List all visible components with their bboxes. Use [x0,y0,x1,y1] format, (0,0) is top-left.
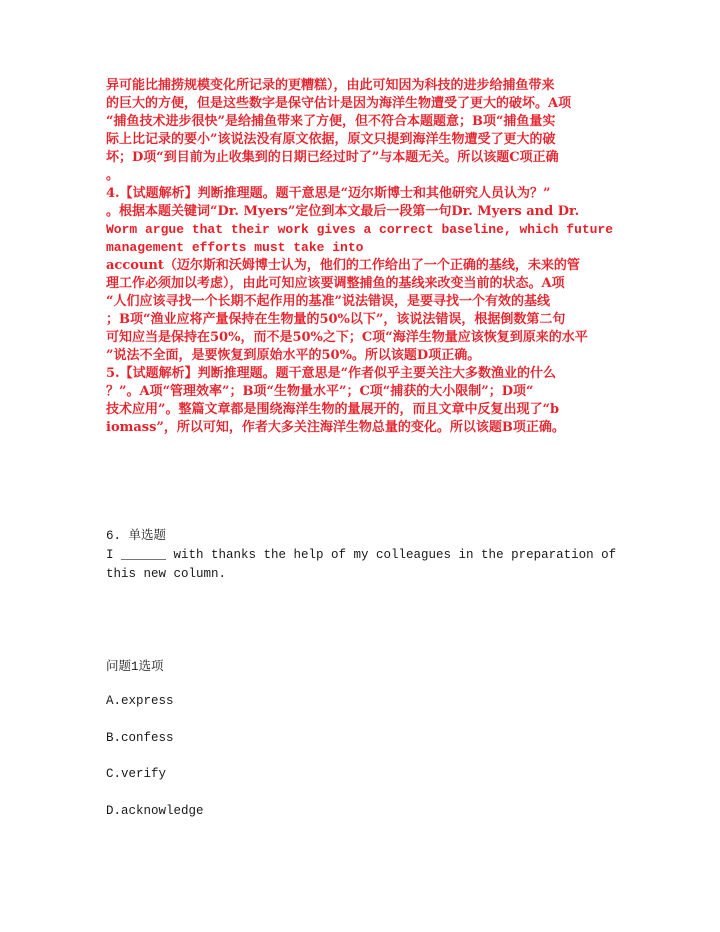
explanation-line: 。 [106,168,120,183]
explanation-line: “人们应该寻找一个长期不起作用的基准”说法错误，是要寻找一个有效的基线 [106,294,550,309]
explanation-line: Worm argue that their work gives a correct baseline, which future [106,222,614,237]
explanation-line: account（迈尔斯和沃姆博士认为，他们的工作给出了一个正确的基线，未来的管 [106,258,580,273]
option-a[interactable]: A.express [106,694,174,708]
explanation-block [106,77,626,437]
explanation-line: 坏；D项“到目前为止收集到的日期已经过时了”与本题无关。所以该题C项正确 [106,150,559,165]
explanation-line: iomass”，所以可知，作者大多关注海洋生物总量的变化。所以该题B项正确。 [106,420,565,435]
explanation-line: ？”。A项“管理效率”；B项“生物量水平”；C项“捕获的大小限制”；D项“ [106,384,534,399]
explanation-line: 异可能比捕捞规模变化所记录的更糟糕），由此可知因为科技的进步给捕鱼带来 [106,78,555,93]
question-header: 6. 单选题 [106,529,167,543]
explanation-line: management efforts must take into [106,240,364,255]
explanation-line: 5.【试题解析】判断推理题。题干意思是“作者似乎主要关注大多数渔业的什么 [106,366,557,381]
explanation-line: 4.【试题解析】判断推理题。题干意思是“迈尔斯博士和其他研究人员认为？” [106,186,551,201]
explanation-line: ”说法不全面，是要恢复到原始水平的50%。所以该题D项正确。 [106,348,481,363]
options-label: 问题1选项 [106,660,164,674]
explanation-line: 的巨大的方便，但是这些数字是保守估计是因为海洋生物遭受了更大的破坏。A项 [106,96,572,111]
explanation-line: “捕鱼技术进步很快”是给捕鱼带来了方便，但不符合本题题意；B项“捕鱼量实 [106,114,556,129]
option-b[interactable]: B.confess [106,731,174,745]
option-c[interactable]: C.verify [106,767,167,781]
explanation-line: ；B项“渔业应将产量保持在生物量的50%以下”，该说法错误，根据倒数第二句 [106,312,566,327]
question-block [106,527,616,584]
option-d[interactable]: D.acknowledge [106,804,204,818]
explanation-line: 。根据本题关键词“Dr. Myers”定位到本文最后一段第一句Dr. Myers and Dr. [106,204,580,219]
question-stem: I ______ with thanks the help of my colleagues in the preparation of [106,548,617,562]
explanation-line: 理工作必须加以考虑），由此可知应该要调整捕鱼的基线来改变当前的状态。A项 [106,276,565,291]
explanation-line: 可知应当是保持在50%，而不是50%之下；C项“海洋生物量应该恢复到原来的水平 [106,330,588,345]
explanation-line: 际上比记录的要小”该说法没有原文依据，原文只提到海洋生物遭受了更大的破 [106,132,556,147]
question-stem: this new column. [106,567,227,581]
explanation-line: 技术应用”。整篇文章都是围绕海洋生物的量展开的，而且文章中反复出现了“b [106,402,560,417]
